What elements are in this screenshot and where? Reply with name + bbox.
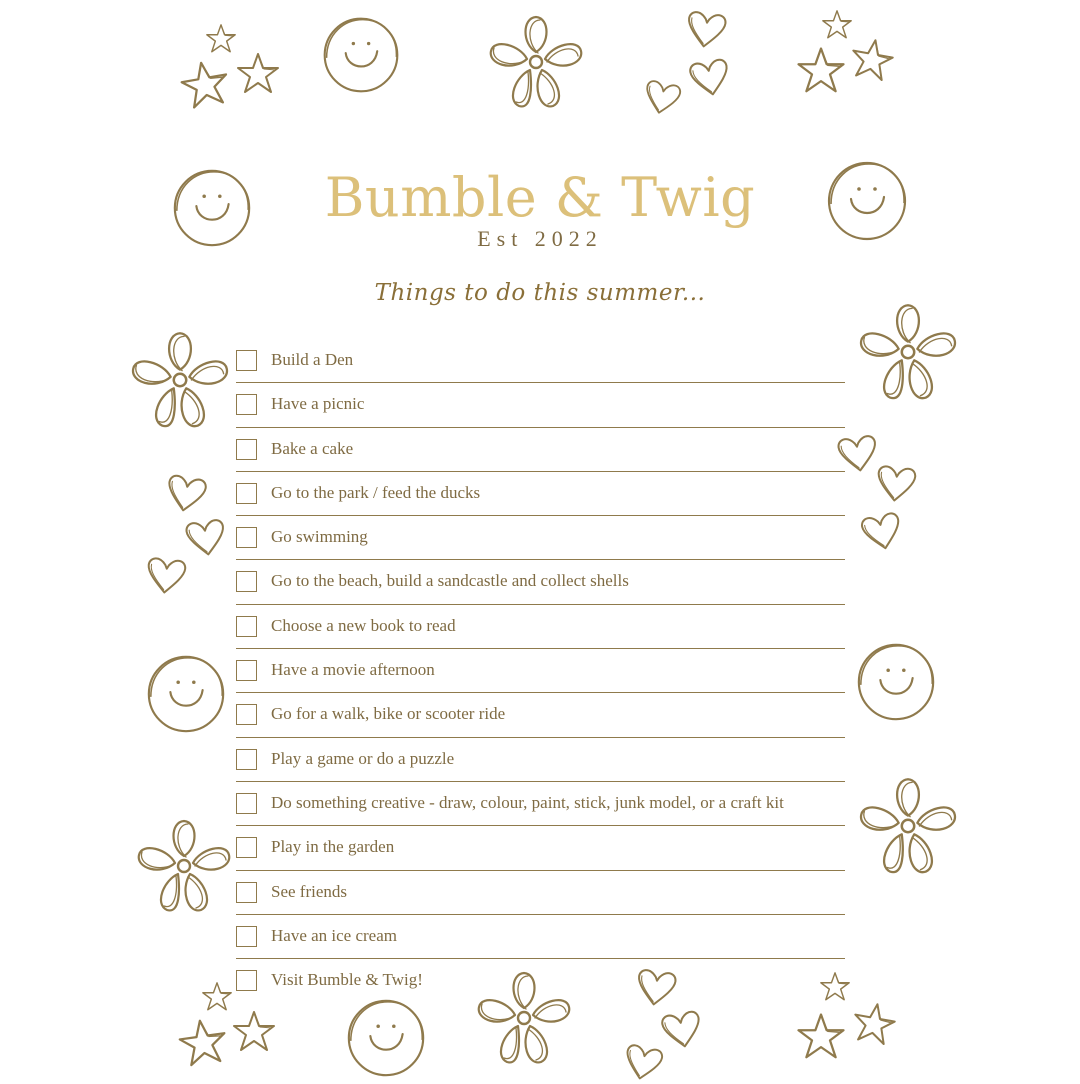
checklist-item-label: Build a Den [271,350,354,369]
checklist-item-label: Have an ice cream [271,925,397,945]
checklist-item [236,605,845,649]
smiley-icon [342,994,430,1082]
heart-icon [144,554,188,598]
checklist-item-label: Choose a new book to read [271,615,456,635]
checklist-item-label: Have a picnic [271,394,365,414]
flower-icon [854,298,962,406]
star-icon [230,1008,278,1056]
checkbox[interactable] [236,749,257,770]
checklist-item [236,516,845,560]
star-icon [178,58,232,112]
checklist-item [236,649,845,693]
summer-checklist [236,339,845,1003]
checklist-item [236,383,845,427]
page-subtitle: Things to do this summer... [374,280,706,306]
star-icon [794,44,848,98]
checkbox[interactable] [236,571,257,592]
checkbox[interactable] [236,616,257,637]
checklist-item-label: See friends [271,881,348,901]
brand-established: Est 2022 [477,226,603,251]
star-icon [850,1000,898,1048]
checklist-item [236,428,845,472]
star-icon [234,50,282,98]
checklist-item [236,871,845,915]
flower-icon [854,772,962,880]
checkbox[interactable] [236,527,257,548]
smiley-icon [318,12,404,98]
heart-icon [622,1042,664,1084]
checkbox[interactable] [236,793,257,814]
checkbox[interactable] [236,882,257,903]
checklist-item-label: Play a game or do a puzzle [271,748,455,768]
checkbox[interactable] [236,439,257,460]
checkbox[interactable] [236,926,257,947]
brand-title: Bumble & Twig [324,166,756,229]
star-icon [848,36,896,84]
heart-icon [688,56,732,100]
checklist-item-label: Go to the park / feed the ducks [271,482,481,502]
checklist-item [236,782,845,826]
heart-icon [642,78,682,118]
checkbox[interactable] [236,394,257,415]
checkbox[interactable] [236,837,257,858]
checklist-item [236,472,845,516]
checkbox[interactable] [236,704,257,725]
checklist-item [236,738,845,782]
heart-icon [874,462,918,506]
flower-icon [132,814,236,918]
checklist-item [236,693,845,737]
checklist-item [236,560,845,604]
checkbox[interactable] [236,483,257,504]
smiley-icon [142,650,230,738]
checklist-item-label: Go swimming [271,527,368,547]
heart-icon [684,8,728,52]
star-icon [204,22,238,56]
checklist-item-label: Visit Bumble & Twig! [271,970,423,990]
heart-icon [860,510,904,554]
checklist-item-label: Do something creative - draw, colour, paint, stick, junk model, or a craft kit [271,792,784,812]
checklist-item-label: Have a movie afternoon [271,660,435,680]
heart-icon [184,516,228,560]
checklist-item-label: Play in the garden [271,837,395,857]
checklist-item [236,915,845,959]
checklist-item [236,339,845,383]
star-icon [176,1016,230,1070]
flower-icon [484,10,588,114]
smiley-icon [852,638,940,726]
checklist-item-label: Go for a walk, bike or scooter ride [271,704,506,724]
heart-icon [164,472,208,516]
flower-icon [126,326,234,434]
star-icon [200,980,234,1014]
checkbox[interactable] [236,660,257,681]
checkbox[interactable] [236,970,257,991]
checklist-item-label: Bake a cake [271,438,354,458]
checklist-item [236,959,845,1003]
checklist-item-label: Go to the beach, build a sandcastle and collect shells [271,571,629,591]
checkbox[interactable] [236,350,257,371]
checklist-item [236,826,845,870]
heart-icon [660,1008,704,1052]
star-icon [794,1010,848,1064]
